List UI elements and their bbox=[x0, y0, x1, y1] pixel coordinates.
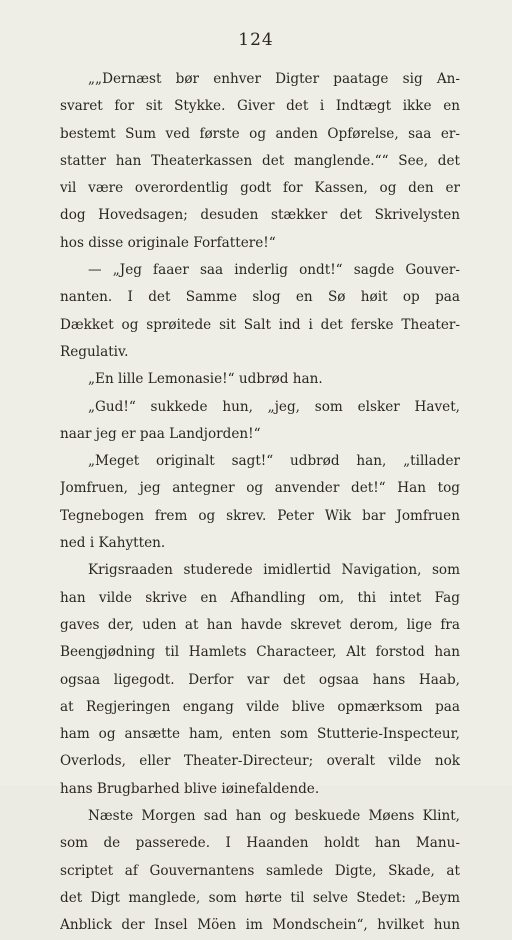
text-line: Dækket og sprøitede sit Salt ind i det ferske Theater- bbox=[60, 316, 460, 333]
text-line: scriptet af Gouvernantens samlede Digte, Skade, at bbox=[60, 862, 460, 879]
text-line: Tegnebogen frem og skrev. Peter Wik bar Jomfruen bbox=[60, 507, 460, 524]
text-line: Regulativ. bbox=[60, 343, 129, 360]
text-line: ogsaa ligegodt. Derfor var det ogsaa hans Haab, bbox=[60, 671, 460, 688]
text-line: Krigsraaden studerede imidlertid Navigation, som bbox=[88, 562, 460, 579]
text-line: „En lille Lemonasie!“ udbrød han. bbox=[88, 371, 323, 388]
text-line: hos disse originale Forfattere!“ bbox=[60, 234, 276, 251]
text-line: Beengjødning til Hamlets Characteer, Alt forstod han bbox=[60, 644, 460, 661]
page-number: 124 bbox=[238, 30, 274, 50]
text-line: Jomfruen, jeg antegner og anvender det!“ Han tog bbox=[60, 480, 460, 497]
text-line: „Gud!“ sukkede hun, „jeg, som elsker Havet, bbox=[88, 398, 460, 415]
body-text bbox=[60, 66, 460, 940]
text-line: hans Brugbarhed blive iøinefaldende. bbox=[60, 780, 320, 797]
text-line: Næste Morgen sad han og beskuede Møens Klint, bbox=[88, 808, 460, 825]
text-line: ham og ansætte ham, enten som Stutterie-Inspecteur, bbox=[60, 726, 460, 743]
text-line: nanten. I det Samme slog en Sø høit op paa bbox=[60, 289, 460, 306]
text-line: Anblick der Insel Möen im Mondschein“, hvilket hun bbox=[60, 917, 460, 934]
text-line: han vilde skrive en Afhandling om, thi intet Fag bbox=[60, 589, 460, 606]
text-line: dog Hovedsagen; desuden stækker det Skrivelysten bbox=[60, 207, 460, 224]
text-line: „„Dernæst bør enhver Digter paatage sig An- bbox=[88, 71, 460, 87]
text-line: Overlods, eller Theater-Directeur; overalt vilde nok bbox=[60, 753, 460, 770]
text-line: statter han Theaterkassen det manglende.““ See, det bbox=[60, 152, 460, 169]
text-line: — „Jeg faaer saa inderlig ondt!“ sagde Gouver- bbox=[88, 262, 460, 279]
text-line: naar jeg er paa Landjorden!“ bbox=[60, 425, 261, 442]
text-line: det Digt manglede, som hørte til selve Stedet: „Beym bbox=[60, 889, 460, 906]
text-line: svaret for sit Stykke. Giver det i Indtægt ikke en bbox=[60, 98, 460, 115]
text-line: at Regjeringen engang vilde blive opmærksom paa bbox=[60, 698, 460, 715]
text-line: som de passerede. I Haanden holdt han Manu- bbox=[60, 835, 460, 852]
text-line: vil være overordentlig godt for Kassen, og den er bbox=[60, 180, 460, 197]
text-line: bestemt Sum ved første og anden Opførelse, saa er- bbox=[60, 125, 460, 142]
text-line: „Meget originalt sagt!“ udbrød han, „tillader bbox=[88, 453, 460, 470]
text-line: gaves der, uden at han havde skrevet derom, lige fra bbox=[60, 616, 460, 633]
text-line: ned i Kahytten. bbox=[60, 535, 166, 552]
